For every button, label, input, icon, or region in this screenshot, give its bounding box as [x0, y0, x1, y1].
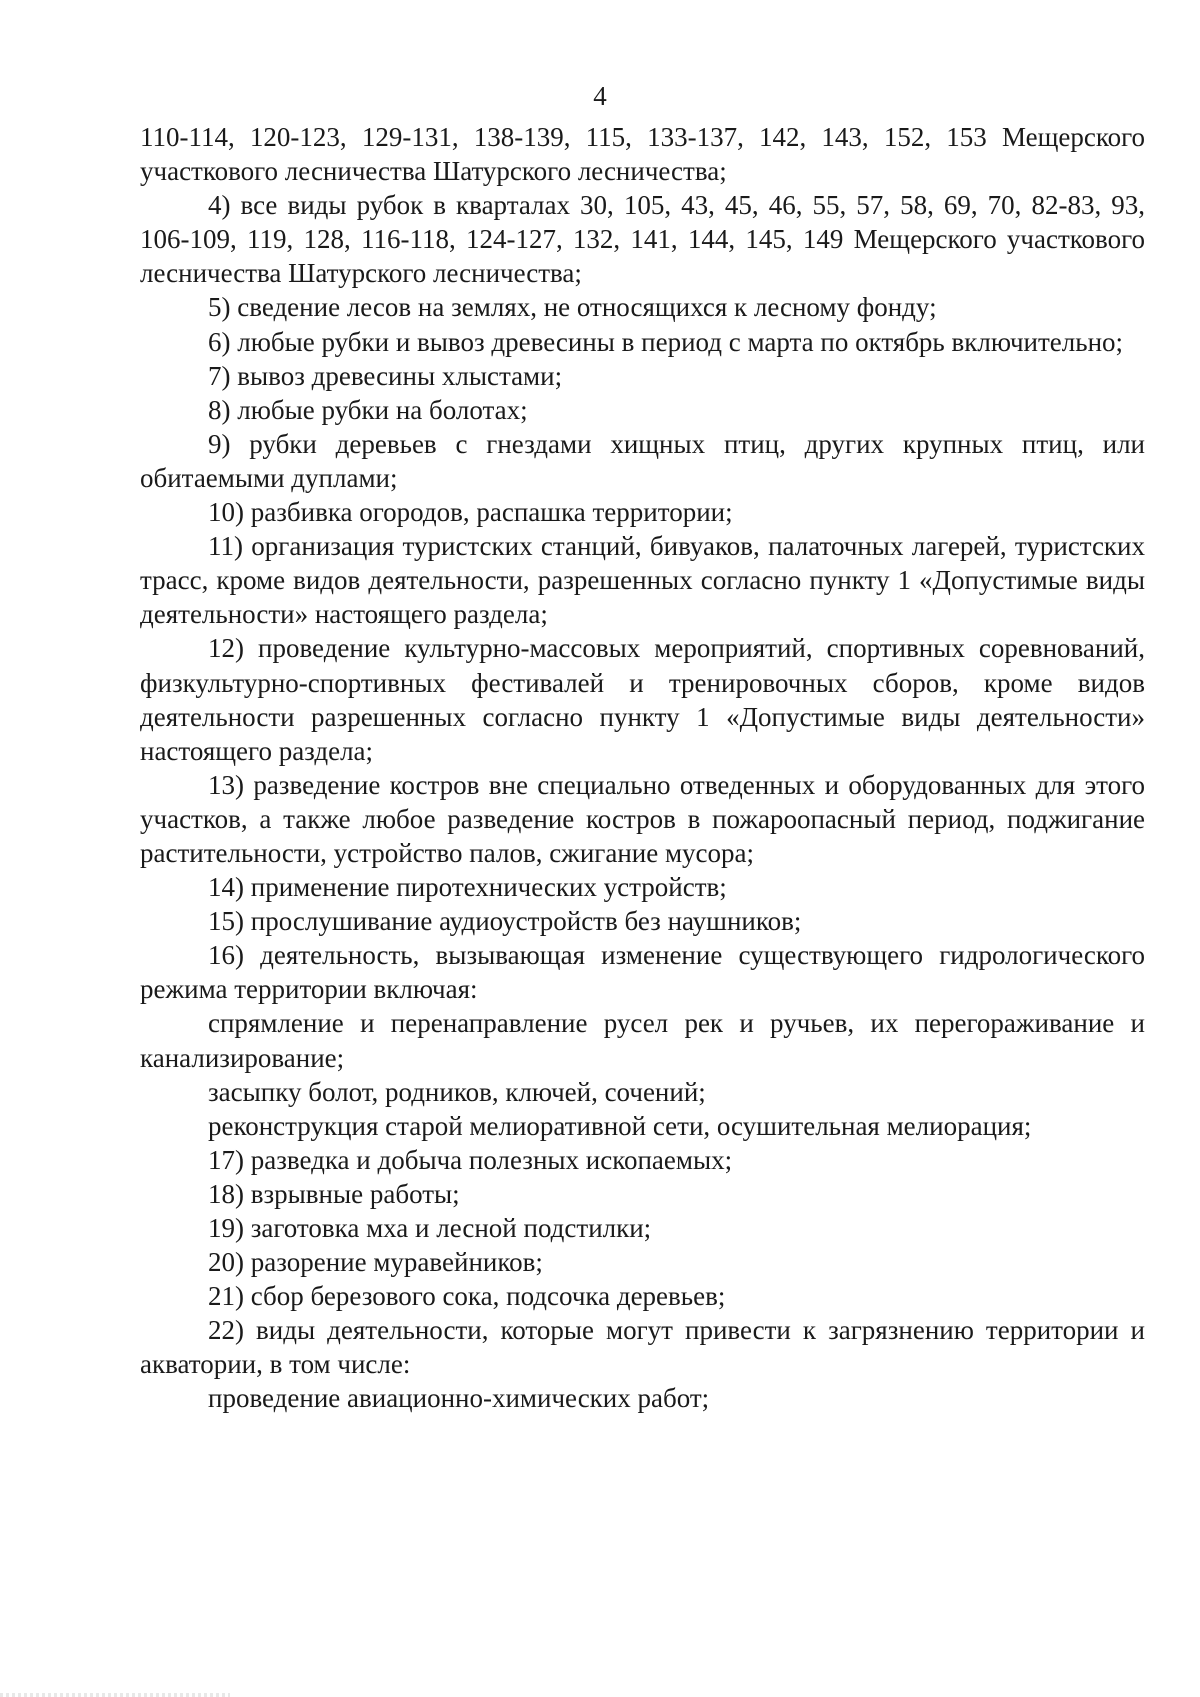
list-item-17: 17) разведка и добыча полезных ископаемых; [208, 1144, 733, 1175]
sub-item-16-1: спрямление и перенаправление русел рек и ручьев, их перегораживание и канализирование; [140, 1008, 1145, 1073]
sub-item-22-1: проведение авиационно-химических работ; [208, 1383, 710, 1414]
sub-item-16-2: засыпку болот, родников, ключей, сочений; [208, 1076, 706, 1107]
list-item-19: 19) заготовка мха и лесной подстилки; [208, 1213, 652, 1243]
page-number: 4 [593, 81, 607, 111]
document-body [140, 120, 1145, 1416]
list-item-7: 7) вывоз древесины хлыстами; [208, 360, 563, 391]
list-item-8: 8) любые рубки на болотах; [208, 394, 528, 425]
sub-item-16-3: реконструкция старой мелиоративной сети, осушительная мелиорация; [208, 1110, 1032, 1141]
scan-edge-artifact [0, 1693, 230, 1697]
list-item-9: 9) рубки деревьев с гнездами хищных птиц, других крупных птиц, или обитаемыми дуплами; [140, 428, 1145, 493]
list-item-14: 14) применение пиротехнических устройств; [208, 872, 727, 903]
list-item-11: 11) организация туристских станций, бивуаков, палаточных лагерей, туристских трасс, кроме видов деятельности, разрешенных согласно пункту 1 «Допустимые виды деятельности» настоящего раздела; [140, 531, 1145, 630]
list-item-20: 20) разорение муравейников; [208, 1247, 543, 1278]
list-item-16: 16) деятельность, вызывающая изменение существующего гидрологического режима территории включая: [140, 940, 1145, 1005]
list-item-6: 6) любые рубки и вывоз древесины в период с марта по октябрь включительно; [208, 326, 1124, 357]
list-item-12: 12) проведение культурно-массовых мероприятий, спортивных соревнований, физкультурно-спортивных фестивалей и тренировочных сборов, кроме видов деятельности разрешенных согласно пункту 1 «Допустимые виды деятельности» настоящего раздела; [140, 633, 1145, 766]
paragraph-continuation: 110-114, 120-123, 129-131, 138-139, 115, 133-137, 142, 143, 152, 153 Мещерского участкового лесничества Шатурского лесничества; [140, 122, 1145, 187]
list-item-13: 13) разведение костров вне специально отведенных и оборудованных для этого участков, а также любое разведение костров в пожароопасный период, поджигание растительности, устройство палов, сжигание мусора; [140, 769, 1145, 868]
list-item-10: 10) разбивка огородов, распашка территории; [208, 497, 733, 528]
list-item-18: 18) взрывные работы; [208, 1178, 460, 1209]
list-item-4: 4) все виды рубок в кварталах 30, 105, 43, 45, 46, 55, 57, 58, 69, 70, 82-83, 93, 106-109, 119, 128, 116-118, 124-127, 132, 141, 144, 145, 149 Мещерского участкового лесничества Шатурского лесничества; [140, 190, 1145, 289]
list-item-15: 15) прослушивание аудиоустройств без наушников; [208, 906, 802, 937]
list-item-22: 22) виды деятельности, которые могут привести к загрязнению территории и акватории, в том числе: [140, 1315, 1145, 1380]
list-item-5: 5) сведение лесов на землях, не относящихся к лесному фонду; [208, 292, 937, 323]
list-item-21: 21) сбор березового сока, подсочка деревьев; [208, 1281, 726, 1312]
